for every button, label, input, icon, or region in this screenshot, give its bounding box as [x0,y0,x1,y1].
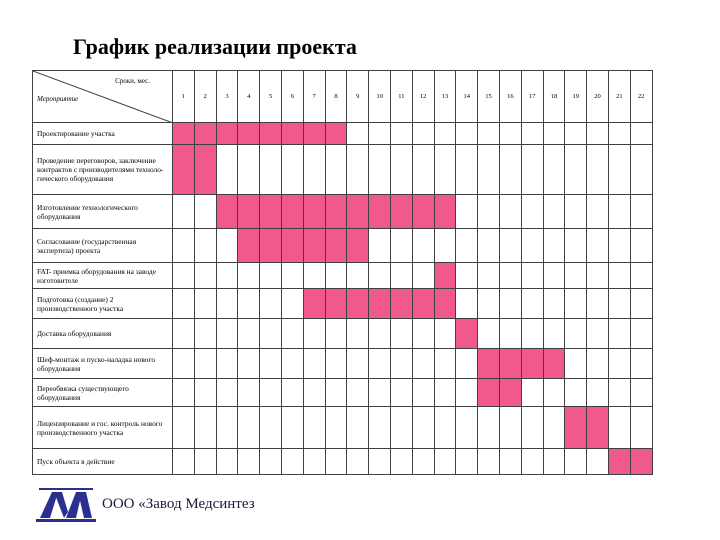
task-name: Доставка оборудования [33,319,173,349]
gantt-empty-cell [543,229,565,263]
task-row [33,449,653,475]
gantt-empty-cell [347,407,369,449]
gantt-bar-cell [630,449,652,475]
task-row [33,145,653,195]
gantt-empty-cell [434,229,456,263]
gantt-bar-cell [325,229,347,263]
gantt-empty-cell [194,379,216,407]
gantt-empty-cell [456,449,478,475]
gantt-empty-cell [565,195,587,229]
month-header-15: 15 [478,71,500,123]
gantt-empty-cell [216,349,238,379]
gantt-empty-cell [521,379,543,407]
gantt-bar-cell [216,123,238,145]
gantt-empty-cell [347,449,369,475]
gantt-empty-cell [587,349,609,379]
gantt-empty-cell [260,289,282,319]
task-row [33,349,653,379]
gantt-empty-cell [434,145,456,195]
month-header-5: 5 [260,71,282,123]
task-name: Согласование (государственная экспертиза) проекта [33,229,173,263]
gantt-empty-cell [260,407,282,449]
gantt-empty-cell [216,319,238,349]
gantt-empty-cell [434,379,456,407]
gantt-empty-cell [173,263,195,289]
gantt-empty-cell [499,145,521,195]
gantt-empty-cell [521,145,543,195]
gantt-bar-cell [499,379,521,407]
gantt-empty-cell [238,449,260,475]
gantt-empty-cell [325,349,347,379]
gantt-empty-cell [608,123,630,145]
gantt-empty-cell [412,349,434,379]
month-header-9: 9 [347,71,369,123]
gantt-empty-cell [608,407,630,449]
gantt-empty-cell [281,379,303,407]
gantt-bar-cell [260,123,282,145]
gantt-empty-cell [521,263,543,289]
gantt-empty-cell [412,145,434,195]
task-row [33,263,653,289]
month-header-11: 11 [390,71,412,123]
gantt-empty-cell [456,195,478,229]
gantt-empty-cell [194,229,216,263]
gantt-bar-cell [281,195,303,229]
gantt-empty-cell [478,145,500,195]
terms-label: Сроки, мес. [115,77,150,85]
gantt-empty-cell [303,379,325,407]
gantt-bar-cell [260,195,282,229]
task-name: Проектирование участка [33,123,173,145]
gantt-empty-cell [173,195,195,229]
gantt-empty-cell [325,319,347,349]
gantt-empty-cell [565,449,587,475]
gantt-empty-cell [347,123,369,145]
gantt-bar-cell [303,195,325,229]
gantt-empty-cell [281,319,303,349]
task-name: FAT- приемка оборудования на заводе изготовителе [33,263,173,289]
gantt-bar-cell [565,407,587,449]
gantt-empty-cell [347,263,369,289]
gantt-empty-cell [369,407,391,449]
gantt-empty-cell [390,145,412,195]
gantt-bar-cell [325,289,347,319]
month-header-4: 4 [238,71,260,123]
gantt-empty-cell [238,263,260,289]
gantt-bar-cell [434,289,456,319]
task-name: Переобвязка существующего оборудования [33,379,173,407]
gantt-empty-cell [543,263,565,289]
gantt-empty-cell [630,349,652,379]
gantt-empty-cell [325,145,347,195]
gantt-empty-cell [281,449,303,475]
gantt-empty-cell [369,229,391,263]
gantt-empty-cell [194,195,216,229]
gantt-empty-cell [390,319,412,349]
gantt-bar-cell [434,195,456,229]
gantt-empty-cell [369,123,391,145]
gantt-empty-cell [216,407,238,449]
gantt-empty-cell [456,123,478,145]
gantt-empty-cell [390,349,412,379]
gantt-empty-cell [412,449,434,475]
gantt-bar-cell [281,123,303,145]
gantt-empty-cell [521,449,543,475]
gantt-empty-cell [456,229,478,263]
gantt-empty-cell [587,379,609,407]
gantt-empty-cell [499,319,521,349]
gantt-empty-cell [608,195,630,229]
gantt-empty-cell [478,263,500,289]
gantt-empty-cell [260,319,282,349]
gantt-empty-cell [434,449,456,475]
gantt-empty-cell [347,145,369,195]
gantt-bar-cell [216,195,238,229]
gantt-empty-cell [216,289,238,319]
gantt-bar-cell [521,349,543,379]
gantt-empty-cell [216,449,238,475]
gantt-empty-cell [281,263,303,289]
gantt-empty-cell [325,263,347,289]
gantt-bar-cell [260,229,282,263]
gantt-empty-cell [543,449,565,475]
month-header-3: 3 [216,71,238,123]
gantt-bar-cell [173,123,195,145]
gantt-chart-table [32,70,653,475]
gantt-empty-cell [325,449,347,475]
gantt-empty-cell [303,319,325,349]
gantt-bar-cell [194,145,216,195]
gantt-empty-cell [216,229,238,263]
gantt-empty-cell [369,145,391,195]
gantt-empty-cell [478,229,500,263]
gantt-empty-cell [456,349,478,379]
month-header-18: 18 [543,71,565,123]
gantt-empty-cell [347,379,369,407]
gantt-empty-cell [260,145,282,195]
gantt-empty-cell [608,319,630,349]
task-row [33,319,653,349]
gantt-empty-cell [412,319,434,349]
gantt-empty-cell [173,229,195,263]
gantt-empty-cell [325,379,347,407]
gantt-empty-cell [434,123,456,145]
gantt-empty-cell [478,407,500,449]
gantt-bar-cell [412,289,434,319]
gantt-empty-cell [194,319,216,349]
gantt-bar-cell [390,289,412,319]
task-row [33,229,653,263]
gantt-empty-cell [499,229,521,263]
gantt-empty-cell [456,407,478,449]
gantt-empty-cell [543,195,565,229]
gantt-bar-cell [281,229,303,263]
month-header-8: 8 [325,71,347,123]
gantt-empty-cell [347,349,369,379]
gantt-empty-cell [173,407,195,449]
gantt-empty-cell [281,145,303,195]
gantt-bar-cell [478,349,500,379]
gantt-bar-cell [587,407,609,449]
page-title: График реализации проекта [73,34,357,59]
gantt-empty-cell [390,229,412,263]
gantt-empty-cell [303,349,325,379]
gantt-empty-cell [238,289,260,319]
gantt-bar-cell [347,289,369,319]
gantt-empty-cell [630,195,652,229]
gantt-empty-cell [543,379,565,407]
gantt-bar-cell [303,123,325,145]
month-header-2: 2 [194,71,216,123]
gantt-empty-cell [565,229,587,263]
gantt-bar-cell [608,449,630,475]
gantt-empty-cell [238,407,260,449]
gantt-empty-cell [543,289,565,319]
gantt-empty-cell [173,319,195,349]
task-name: Пуск объекта в действие [33,449,173,475]
gantt-empty-cell [194,289,216,319]
gantt-empty-cell [521,289,543,319]
gantt-empty-cell [521,123,543,145]
gantt-empty-cell [521,195,543,229]
gantt-header-row [33,71,653,123]
gantt-empty-cell [630,319,652,349]
activity-label: Мероприятие [37,95,79,103]
gantt-empty-cell [281,407,303,449]
gantt-bar-cell [478,379,500,407]
gantt-empty-cell [456,289,478,319]
month-header-20: 20 [587,71,609,123]
gantt-empty-cell [369,449,391,475]
month-header-6: 6 [281,71,303,123]
gantt-empty-cell [303,407,325,449]
gantt-bar-cell [194,123,216,145]
gantt-bar-cell [369,289,391,319]
gantt-empty-cell [608,349,630,379]
gantt-bar-cell [412,195,434,229]
gantt-empty-cell [630,263,652,289]
gantt-empty-cell [630,229,652,263]
task-row [33,407,653,449]
gantt-empty-cell [630,123,652,145]
gantt-empty-cell [412,263,434,289]
gantt-bar-cell [543,349,565,379]
gantt-empty-cell [499,449,521,475]
task-name: Проведение переговоров, заключение контрактов с производителями техноло-гического оборудования [33,145,173,195]
gantt-bar-cell [238,195,260,229]
month-header-22: 22 [630,71,652,123]
gantt-empty-cell [587,145,609,195]
company-name: ООО «Завод Медсинтез [102,496,255,512]
gantt-empty-cell [216,379,238,407]
gantt-empty-cell [565,379,587,407]
gantt-empty-cell [390,379,412,407]
gantt-empty-cell [478,289,500,319]
gantt-empty-cell [630,145,652,195]
gantt-empty-cell [565,145,587,195]
gantt-empty-cell [608,229,630,263]
gantt-empty-cell [521,407,543,449]
month-header-13: 13 [434,71,456,123]
gantt-corner-cell [33,71,173,123]
gantt-empty-cell [347,319,369,349]
gantt-empty-cell [565,123,587,145]
gantt-bar-cell [434,263,456,289]
task-row [33,379,653,407]
gantt-empty-cell [281,349,303,379]
gantt-empty-cell [194,349,216,379]
gantt-empty-cell [456,263,478,289]
gantt-empty-cell [499,407,521,449]
gantt-empty-cell [630,407,652,449]
gantt-empty-cell [565,289,587,319]
gantt-empty-cell [608,263,630,289]
task-name: Лицензирование и гос. контроль нового производственного участка [33,407,173,449]
gantt-empty-cell [238,319,260,349]
task-name: Шеф-монтаж и пуско-наладка нового оборудования [33,349,173,379]
gantt-empty-cell [238,349,260,379]
gantt-bar-cell [347,195,369,229]
gantt-bar-cell [238,229,260,263]
company-logo [36,486,96,522]
gantt-empty-cell [543,123,565,145]
footer [36,486,336,524]
gantt-empty-cell [369,379,391,407]
gantt-bar-cell [325,123,347,145]
month-header-10: 10 [369,71,391,123]
gantt-empty-cell [587,289,609,319]
gantt-empty-cell [478,123,500,145]
gantt-empty-cell [543,407,565,449]
gantt-bar-cell [390,195,412,229]
gantt-empty-cell [499,195,521,229]
gantt-empty-cell [303,449,325,475]
gantt-bar-cell [303,289,325,319]
gantt-bar-cell [238,123,260,145]
gantt-empty-cell [630,379,652,407]
gantt-empty-cell [194,449,216,475]
gantt-empty-cell [194,263,216,289]
task-row [33,289,653,319]
gantt-empty-cell [216,263,238,289]
gantt-empty-cell [303,145,325,195]
gantt-bar-cell [369,195,391,229]
gantt-empty-cell [260,263,282,289]
gantt-empty-cell [521,229,543,263]
gantt-empty-cell [238,145,260,195]
gantt-empty-cell [434,319,456,349]
gantt-empty-cell [260,349,282,379]
gantt-empty-cell [543,145,565,195]
gantt-empty-cell [565,349,587,379]
gantt-empty-cell [587,319,609,349]
gantt-empty-cell [587,263,609,289]
gantt-bar-cell [347,229,369,263]
gantt-empty-cell [587,123,609,145]
gantt-empty-cell [608,379,630,407]
gantt-empty-cell [369,263,391,289]
gantt-empty-cell [565,319,587,349]
gantt-empty-cell [434,407,456,449]
gantt-empty-cell [499,289,521,319]
gantt-empty-cell [587,229,609,263]
month-header-12: 12 [412,71,434,123]
month-header-1: 1 [173,71,195,123]
gantt-empty-cell [630,289,652,319]
gantt-empty-cell [173,349,195,379]
gantt-empty-cell [216,145,238,195]
gantt-empty-cell [173,289,195,319]
gantt-empty-cell [325,407,347,449]
gantt-empty-cell [390,407,412,449]
gantt-empty-cell [412,229,434,263]
gantt-empty-cell [434,349,456,379]
task-name: Подготовка (создание) 2 производственного участка [33,289,173,319]
month-header-16: 16 [499,71,521,123]
gantt-empty-cell [478,195,500,229]
task-name: Изготовление технологического оборудования [33,195,173,229]
gantt-empty-cell [412,407,434,449]
gantt-empty-cell [390,263,412,289]
gantt-empty-cell [281,289,303,319]
gantt-empty-cell [565,263,587,289]
gantt-empty-cell [499,123,521,145]
month-header-19: 19 [565,71,587,123]
gantt-empty-cell [238,379,260,407]
gantt-empty-cell [260,449,282,475]
task-row [33,195,653,229]
gantt-empty-cell [608,289,630,319]
gantt-empty-cell [521,319,543,349]
gantt-empty-cell [478,319,500,349]
gantt-empty-cell [587,449,609,475]
gantt-empty-cell [456,145,478,195]
month-header-21: 21 [608,71,630,123]
gantt-empty-cell [543,319,565,349]
gantt-bar-cell [499,349,521,379]
gantt-bar-cell [456,319,478,349]
gantt-empty-cell [412,379,434,407]
gantt-empty-cell [478,449,500,475]
gantt-empty-cell [412,123,434,145]
gantt-empty-cell [303,263,325,289]
gantt-empty-cell [173,449,195,475]
gantt-empty-cell [369,319,391,349]
gantt-empty-cell [456,379,478,407]
gantt-bar-cell [173,145,195,195]
month-header-7: 7 [303,71,325,123]
gantt-empty-cell [499,263,521,289]
gantt-empty-cell [608,145,630,195]
task-row [33,123,653,145]
gantt-empty-cell [390,123,412,145]
gantt-empty-cell [369,349,391,379]
month-header-14: 14 [456,71,478,123]
month-header-17: 17 [521,71,543,123]
gantt-bar-cell [303,229,325,263]
gantt-body [33,123,653,475]
gantt-empty-cell [173,379,195,407]
gantt-empty-cell [587,195,609,229]
gantt-empty-cell [260,379,282,407]
gantt-empty-cell [390,449,412,475]
gantt-empty-cell [194,407,216,449]
gantt-bar-cell [325,195,347,229]
